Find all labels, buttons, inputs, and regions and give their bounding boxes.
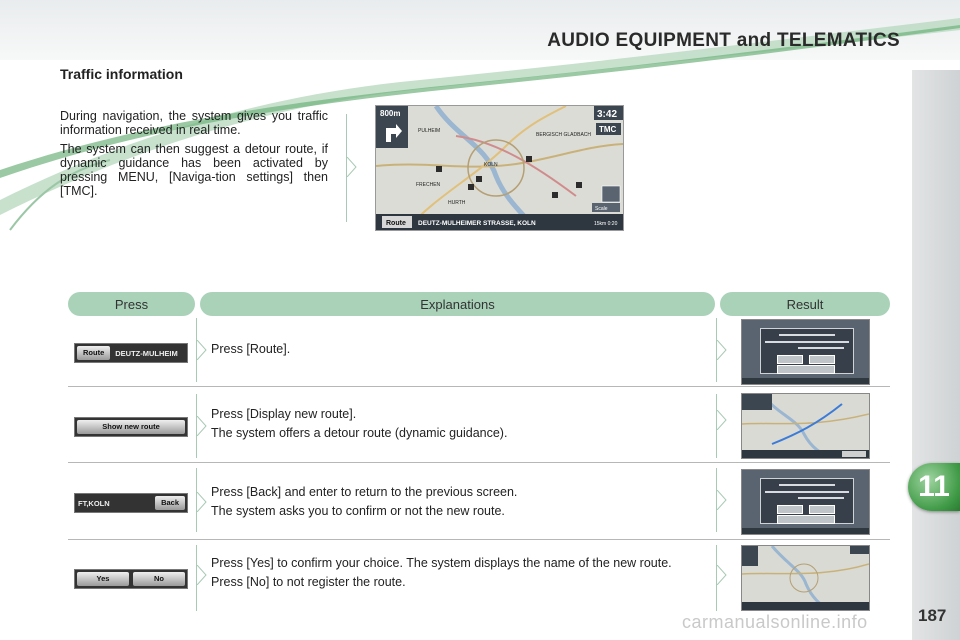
explanation-line: The system offers a detour route (dynamic guidance). (211, 425, 508, 440)
chevron-right-icon (197, 340, 207, 360)
map-city-bergisch: BERGISCH GLADBACH (536, 132, 592, 138)
map-street-name: DEUTZ-MULHEIMER STRASSE, KOLN (418, 220, 536, 227)
chevron-right-icon (347, 157, 357, 177)
chevron-right-icon (197, 416, 207, 436)
route-button-label: Route (77, 346, 110, 360)
back-button-street: FT,KOLN (78, 498, 110, 508)
row-separator (68, 539, 890, 540)
explanation-line: Press [No] to not register the route. (211, 574, 406, 589)
map-time: 3:42 (597, 109, 618, 120)
intro-text (60, 109, 328, 203)
explanation-row-4 (211, 557, 713, 594)
explanation-row-3 (211, 486, 711, 523)
result-dialog-screenshot (741, 319, 870, 385)
column-header-explanations: Explanations (200, 292, 715, 316)
row-separator (68, 386, 890, 387)
map-city-pulheim: PULHEIM (418, 128, 441, 134)
explanation-row-1 (211, 343, 711, 362)
intro-paragraph-2: The system can then suggest a detour route, if dynamic guidance has been activated by pressing MENU, [Naviga-tion settings] then [TMC]. (60, 142, 328, 198)
explanation-line: The system asks you to confirm or not the new route. (211, 503, 505, 518)
explanation-line: Press [Display new route]. (211, 407, 357, 421)
chevron-right-icon (717, 490, 727, 510)
result-route-map-screenshot (741, 393, 870, 459)
page-header-title: AUDIO EQUIPMENT and TELEMATICS (547, 30, 900, 51)
chevron-right-icon (197, 565, 207, 585)
back-button-illustration (74, 493, 188, 513)
explanation-line: Press [Route]. (211, 342, 291, 356)
explanation-row-2 (211, 408, 711, 445)
chapter-badge: 11 (908, 463, 960, 511)
route-button-illustration (74, 343, 188, 363)
route-button-street: DEUTZ-MULHEIM (115, 348, 178, 358)
map-eta: 15km 0:20 (594, 221, 618, 227)
explanation-line: Press [Back] and enter to return to the previous screen. (211, 485, 518, 499)
row-separator (68, 462, 890, 463)
result-map-with-route-screenshot (741, 545, 870, 611)
show-new-route-label: Show new route (77, 420, 185, 434)
page-number: 187 (918, 606, 947, 625)
intro-paragraph-1: During navigation, the system gives you traffic information received in real time. (60, 109, 328, 137)
chapter-sidebar (912, 70, 960, 640)
navigation-map-screenshot (375, 105, 624, 231)
map-city-frechen: FRECHEN (416, 182, 441, 188)
map-city-koeln: KOLN (484, 162, 498, 168)
map-tmc: TMC (599, 125, 617, 134)
column-header-result: Result (720, 292, 890, 316)
back-button-label: Back (155, 496, 185, 510)
map-scale: Scale (595, 206, 608, 212)
watermark: carmanualsonline.info (682, 612, 868, 632)
explanation-line: Press [Yes] to confirm your choice. The system displays the name of the new route. (211, 556, 672, 570)
no-button-label: No (133, 572, 185, 586)
map-distance: 800m (380, 109, 401, 118)
column-header-press: Press (68, 292, 195, 316)
show-new-route-button-illustration (74, 417, 188, 437)
map-route-button: Route (386, 220, 406, 227)
chevron-right-icon (717, 340, 727, 360)
section-title: Traffic information (60, 66, 183, 82)
result-dialog-screenshot (741, 469, 870, 535)
yes-no-buttons-illustration (74, 569, 188, 589)
map-city-hurth: HURTH (448, 200, 466, 206)
yes-button-label: Yes (77, 572, 129, 586)
chevron-right-icon (197, 492, 207, 512)
chevron-right-icon (717, 565, 727, 585)
chevron-right-icon (717, 410, 727, 430)
